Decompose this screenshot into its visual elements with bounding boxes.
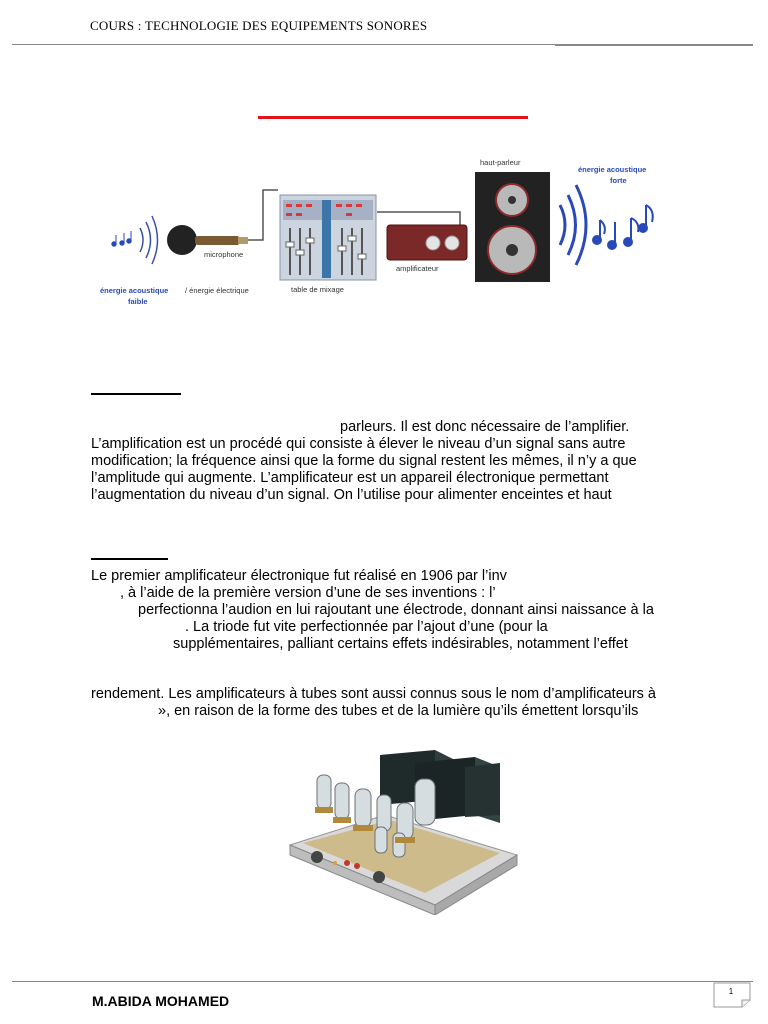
sound-waves-small-icon	[140, 216, 158, 264]
label-mixer: table de mixage	[291, 285, 344, 294]
section1-line: parleurs. Il est donc nécessaire de l’amplifier.	[340, 419, 630, 435]
section1-line: L’amplification est un procédé qui consiste à élever le niveau d’un signal sans autre	[91, 436, 626, 452]
label-speaker: haut-parleur	[480, 158, 521, 167]
page-number-badge	[713, 982, 751, 1008]
section2-line: », en raison de la forme des tubes et de la lumière qu’ils émettent lorsqu’ils	[158, 703, 639, 719]
label-energy-out: énergie acoustique	[578, 165, 647, 174]
label-energy-in: énergie acoustique	[100, 286, 169, 295]
section2-line: , à l’aide de la première version d’une de ses inventions : l’	[120, 585, 496, 601]
section2-line: rendement. Les amplificateurs à tubes sont aussi connus sous le nom d’amplificateurs à	[91, 686, 656, 702]
section2-line: perfectionna l’audion en lui rajoutant une électrode, donnant ainsi naissance à la	[138, 602, 654, 618]
amplifier-icon	[387, 225, 467, 260]
footer-divider	[12, 981, 753, 982]
section2-line: supplémentaires, palliant certains effets indésirables, notamment l’effet	[173, 636, 628, 652]
section1-line: l’augmentation du niveau d’un signal. On l’utilise pour alimenter enceintes et haut	[91, 487, 612, 503]
label-energy-electric: / énergie électrique	[185, 286, 249, 295]
label-energy-out-strong: forte	[610, 176, 627, 185]
label-amplifier: amplificateur	[396, 264, 439, 273]
section1-line: modification; la fréquence ainsi que la forme du signal restent les mêmes, il n’y a que	[91, 453, 637, 469]
section1-line: l’amplitude qui augmente. L’amplificateur est un appareil électronique permettant	[91, 470, 609, 486]
page-number: 1	[728, 987, 734, 996]
header-divider-accent	[555, 45, 753, 46]
label-energy-in-weak: faible	[128, 297, 148, 306]
music-notes-large-icon	[593, 205, 653, 249]
section2-line: Le premier amplificateur électronique fut réalisé en 1906 par l’inv	[91, 568, 507, 584]
label-microphone: microphone	[204, 250, 244, 259]
section2-heading-underline	[91, 558, 168, 560]
footer-author: M.ABIDA MOHAMED	[92, 993, 230, 1009]
cable-mic-mixer	[248, 190, 278, 240]
section1-heading-underline	[91, 393, 181, 395]
music-notes-small-icon	[112, 231, 131, 246]
mixer-icon	[280, 195, 376, 280]
section2-line: . La triode fut vite perfectionnée par l’ajout d’une (pour la	[185, 619, 548, 635]
title-underline	[258, 116, 528, 119]
speaker-icon	[475, 172, 550, 282]
sound-waves-large-icon	[560, 185, 586, 265]
header-title: COURS : TECHNOLOGIE DES EQUIPEMENTS SONORES	[90, 18, 428, 33]
cable-mixer-amp	[377, 212, 460, 225]
tube-amplifier-photo	[285, 745, 520, 915]
audio-chain-diagram	[100, 150, 675, 315]
